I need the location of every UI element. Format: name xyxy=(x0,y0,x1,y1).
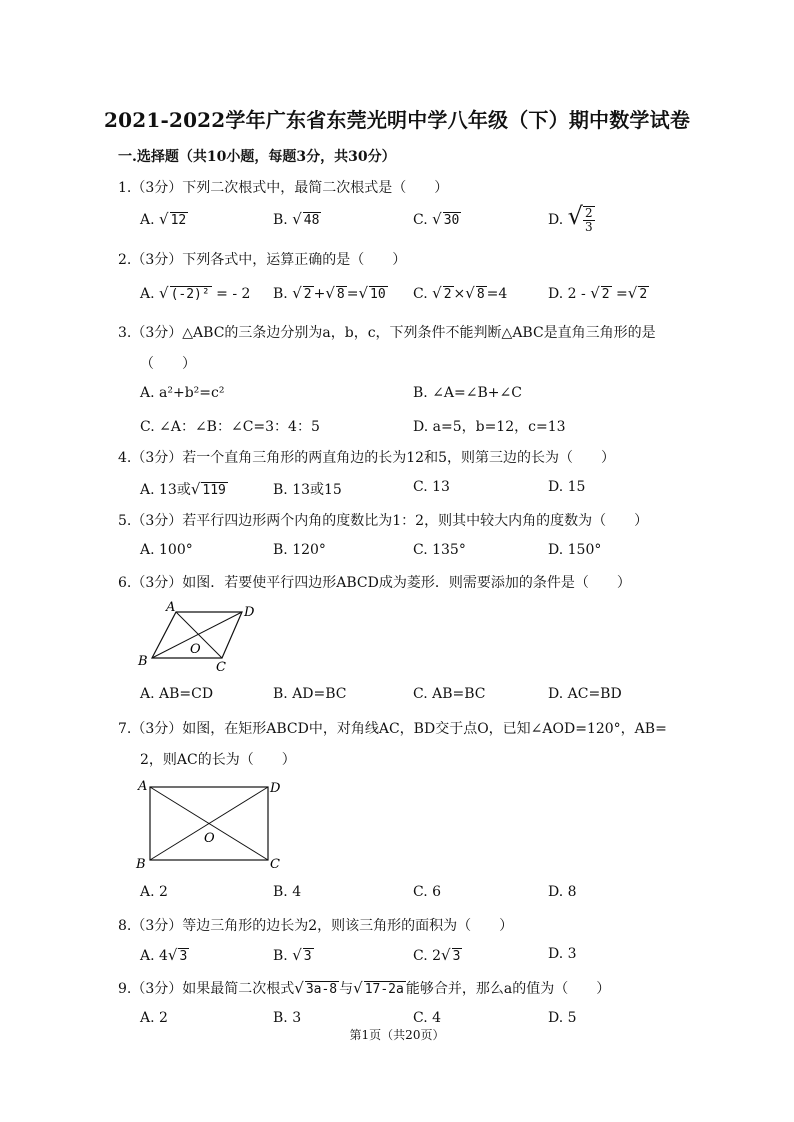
q4-option-c: C. 13 xyxy=(413,479,450,495)
q4-option-a: A. 13或√ 119 xyxy=(140,480,226,498)
q6-option-a: A. AB=CD xyxy=(140,686,214,702)
fig6-label-d: D xyxy=(244,605,255,620)
q7-option-d: D. 8 xyxy=(548,884,577,900)
fig7-label-a: A xyxy=(138,779,148,794)
fig6-label-o: O xyxy=(190,642,201,657)
q9-option-c: C. 4 xyxy=(413,1010,442,1026)
question-6-stem: 6.（3分）如图．若要使平行四边形ABCD成为菱形．则需要添加的条件是（ ） xyxy=(118,575,631,591)
question-5-stem: 5.（3分）若平行四边形两个内角的度数比为1：2，则其中较大内角的度数为（ ） xyxy=(118,513,649,529)
section-heading: 一.选择题（共10小题，每题3分，共30分） xyxy=(118,149,396,165)
q3-option-d: D. a=5，b=12，c=13 xyxy=(413,419,566,435)
q6-option-c: C. AB=BC xyxy=(413,686,486,702)
question-3-stem: 3.（3分）△ABC的三条边分别为a，b，c，下列条件不能判断△ABC是直角三角形的是 xyxy=(118,325,656,341)
q2-option-d: D. 2 - √ 2 =√ 2 xyxy=(548,284,648,302)
q4-option-b: B. 13或15 xyxy=(273,482,342,498)
question-7-continuation: 2，则AC的长为（ ） xyxy=(140,752,296,768)
fig6-label-b: B xyxy=(138,654,148,669)
q5-option-d: D. 150° xyxy=(548,542,602,558)
question-9-stem: 9.（3分）如果最简二次根式√ 3a-8 与√ 17-2a 能够合并，那么a的值为（ ） xyxy=(118,979,611,997)
q8-option-a: A. 4√ 3 xyxy=(140,946,188,964)
fig7-label-o: O xyxy=(204,831,215,846)
q8-option-b: B. √ 3 xyxy=(273,946,312,964)
question-4-stem: 4.（3分）若一个直角三角形的两直角边的长为12和5，则第三边的长为（ ） xyxy=(118,450,615,466)
q6-option-b: B. AD=BC xyxy=(273,686,347,702)
q1-option-a: A. √ 12 xyxy=(140,210,187,228)
q3-option-b: B. ∠A=∠B+∠C xyxy=(413,385,522,401)
question-2-stem: 2.（3分）下列各式中，运算正确的是（ ） xyxy=(118,252,407,268)
q6-option-d: D. AC=BD xyxy=(548,686,622,702)
q9-option-d: D. 5 xyxy=(548,1010,577,1026)
q2-option-b: B. √ 2 +√ 8 =√ 10 xyxy=(273,284,386,302)
q5-option-a: A. 100° xyxy=(140,542,193,558)
fig7-label-d: D xyxy=(270,781,281,796)
fig6-label-a: A xyxy=(166,600,176,615)
q7-option-b: B. 4 xyxy=(273,884,302,900)
q5-option-b: B. 120° xyxy=(273,542,326,558)
q1-option-d: D. √ $\frac{2}{3}$ xyxy=(548,202,593,234)
q3-option-a: A. a²+b²=c² xyxy=(140,385,225,401)
page-footer: 第1页（共20页） xyxy=(349,1028,445,1042)
question-1-stem: 1.（3分）下列二次根式中，最简二次根式是（ ） xyxy=(118,180,449,196)
fig6-label-c: C xyxy=(216,660,226,675)
parallelogram-figure xyxy=(130,598,270,676)
q9-option-a: A. 2 xyxy=(140,1010,168,1026)
q7-option-a: A. 2 xyxy=(140,884,168,900)
q8-option-c: C. 2√ 3 xyxy=(413,946,461,964)
q1-option-c: C. √ 30 xyxy=(413,210,460,228)
q7-option-c: C. 6 xyxy=(413,884,442,900)
q1-option-b: B. √ 48 xyxy=(273,210,320,228)
page-title: 2021-2022学年广东省东莞光明中学八年级（下）期中数学试卷 xyxy=(103,108,691,132)
q4-option-d: D. 15 xyxy=(548,479,586,495)
rectangle-figure xyxy=(130,774,290,874)
q2-option-c: C. √ 2 ×√ 8 =4 xyxy=(413,284,508,302)
fig7-label-c: C xyxy=(270,857,280,872)
q8-option-d: D. 3 xyxy=(548,946,577,962)
question-7-stem: 7.（3分）如图，在矩形ABCD中，对角线AC，BD交于点O，已知∠AOD=120°，AB= xyxy=(118,721,667,737)
q5-option-c: C. 135° xyxy=(413,542,466,558)
q3-option-c: C. ∠A：∠B：∠C=3：4：5 xyxy=(140,419,320,435)
fig7-label-b: B xyxy=(136,857,146,872)
question-3-bracket: （ ） xyxy=(140,356,196,372)
q2-option-a: A. √ (-2)² = - 2 xyxy=(140,284,251,302)
q9-option-b: B. 3 xyxy=(273,1010,302,1026)
question-8-stem: 8.（3分）等边三角形的边长为2，则该三角形的面积为（ ） xyxy=(118,918,514,934)
